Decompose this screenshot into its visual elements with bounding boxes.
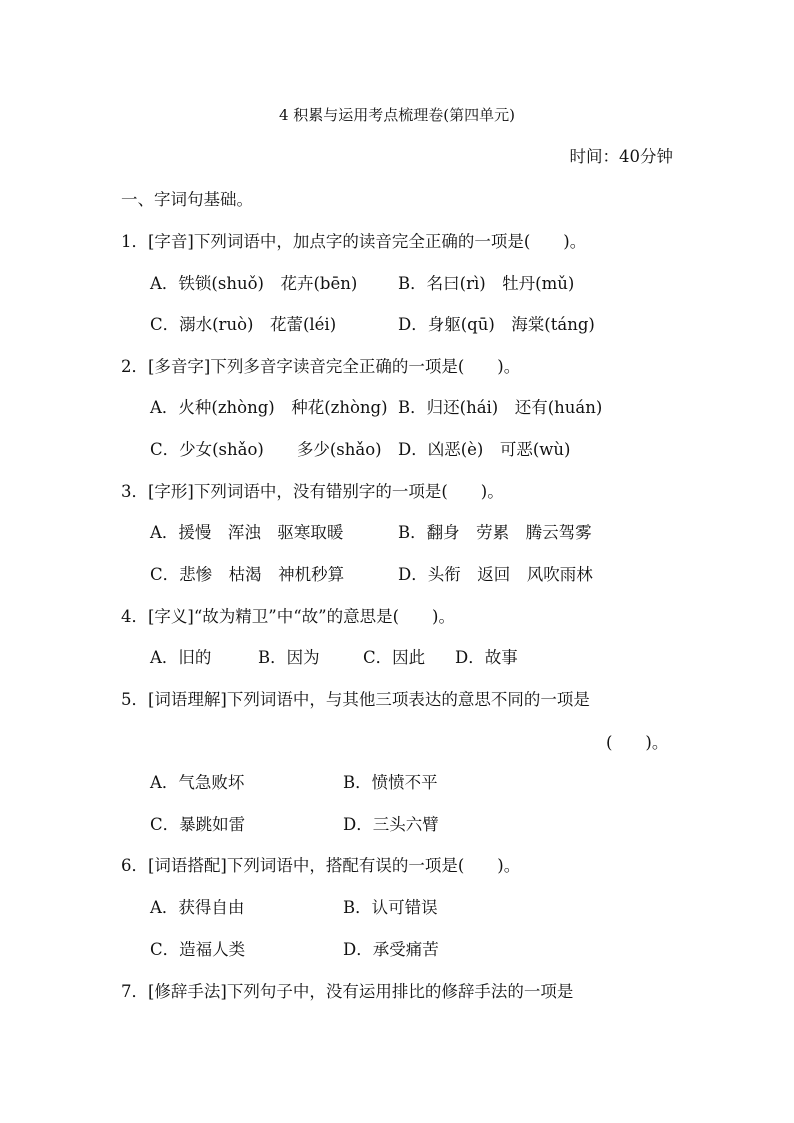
question-5-option-d: D．三头六臂 (343, 815, 439, 834)
question-1-option-b: B．名曰(rì) 牡丹(mǔ) (398, 274, 575, 293)
question-2-stem: 2．[多音字]下列多音字读音完全正确的一项是( )。 (121, 357, 521, 376)
question-4-stem: 4．[字义]“故为精卫”中“故”的意思是( )。 (121, 607, 455, 626)
question-4-option-c: C．因此 (363, 648, 426, 667)
question-4-option-a: A．旧的 (150, 648, 212, 667)
question-6-stem: 6．[词语搭配]下列词语中，搭配有误的一项是( )。 (121, 856, 521, 875)
question-5-option-b: B．愤愤不平 (343, 773, 438, 792)
question-6-option-c: C．造福人类 (150, 940, 246, 959)
section-heading: 一、字词句基础。 (121, 190, 253, 209)
question-3-option-a: A．援慢 浑浊 驱寒取暖 (150, 523, 344, 542)
question-5-option-a: A．气急败坏 (150, 773, 245, 792)
question-5-option-c: C．暴跳如雷 (150, 815, 246, 834)
question-7-stem: 7．[修辞手法]下列句子中，没有运用排比的修辞手法的一项是 (121, 982, 574, 1001)
time-limit: 时间：40分钟 (569, 147, 673, 166)
question-3-stem: 3．[字形]下列词语中，没有错别字的一项是( )。 (121, 482, 504, 501)
question-6-option-d: D．承受痛苦 (343, 940, 439, 959)
question-6-option-a: A．获得自由 (150, 898, 245, 917)
question-4-option-b: B．因为 (258, 648, 320, 667)
question-3-option-b: B．翻身 劳累 腾云驾雾 (398, 523, 592, 542)
question-2-option-a: A．火种(zhòng) 种花(zhòng) (150, 398, 388, 417)
page-title: 4 积累与运用考点梳理卷(第四单元) (278, 106, 516, 124)
question-1-option-d: D．身躯(qū) 海棠(táng) (398, 315, 595, 334)
question-1-option-c: C．溺水(ruò) 花蕾(léi) (150, 315, 337, 334)
question-4-option-d: D．故事 (455, 648, 518, 667)
question-1-stem: 1．[字音]下列词语中，加点字的读音完全正确的一项是( )。 (121, 232, 587, 251)
question-2-option-c: C．少女(shǎo) 多少(shǎo) (150, 440, 382, 459)
question-3-option-d: D．头衔 返回 风吹雨林 (398, 565, 593, 584)
question-1-option-a: A．铁锁(shuǒ) 花卉(bēn) (150, 274, 358, 293)
question-3-option-c: C．悲惨 枯渴 神机秒算 (150, 565, 345, 584)
question-2-option-d: D．凶恶(è) 可恶(wù) (398, 440, 571, 459)
question-2-option-b: B．归还(hái) 还有(huán) (398, 398, 603, 417)
question-6-option-b: B．认可错误 (343, 898, 438, 917)
question-5-answer-paren: ( )。 (606, 733, 669, 752)
question-5-stem: 5．[词语理解]下列词语中，与其他三项表达的意思不同的一项是 (121, 690, 590, 709)
